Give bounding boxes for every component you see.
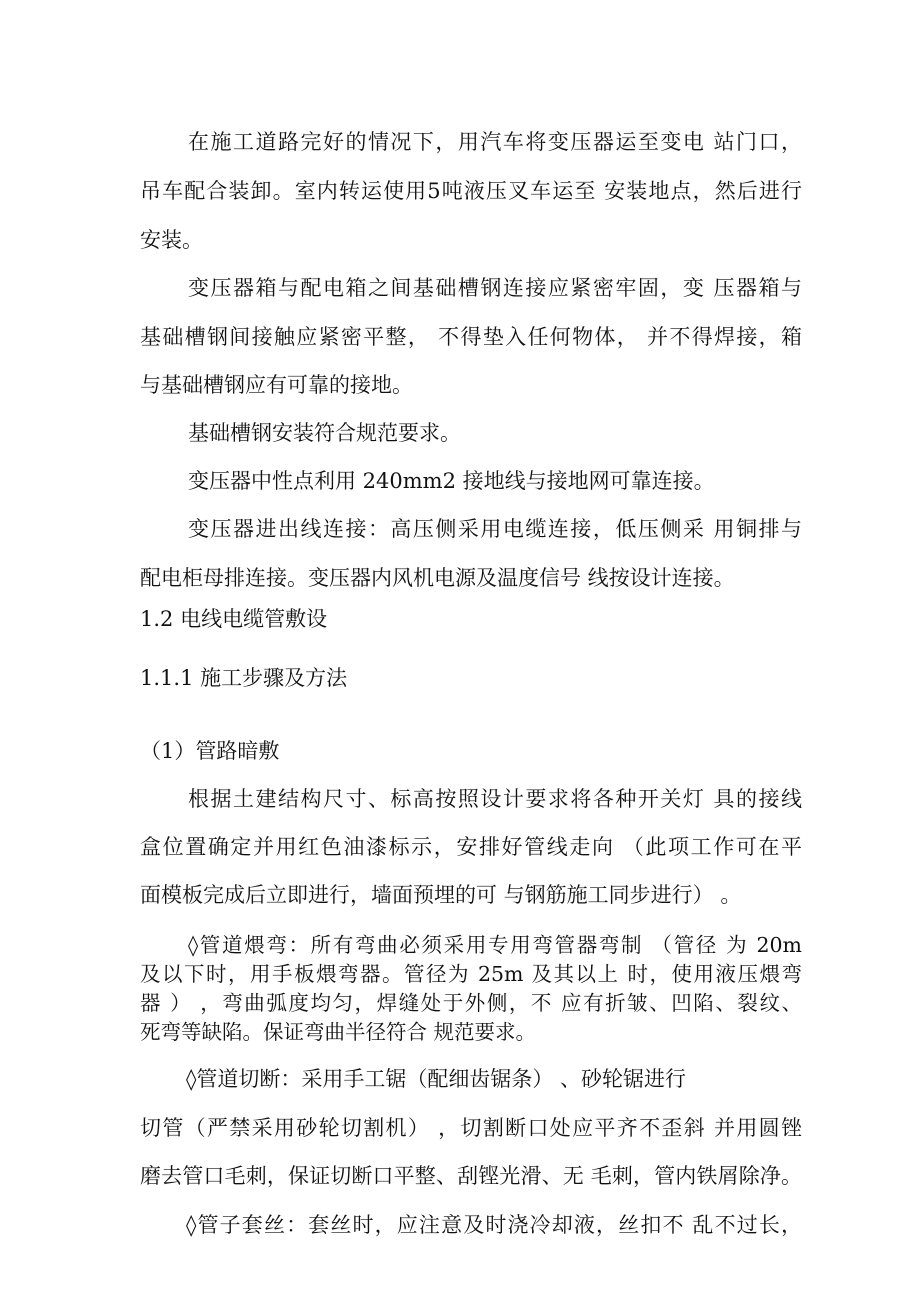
paragraph-line: 死弯等缺陷。保证弯曲半径符合 规范要求。 — [140, 1020, 537, 1044]
paragraph-line: ◊管道切断：采用手工锯（配细齿锯条） 、砂轮锯进行 — [186, 1067, 687, 1091]
paragraph-line: 切管（严禁采用砂轮切割机） ，切割断口处应平齐不歪斜 并用圆锉 — [140, 1116, 802, 1140]
paragraph-line: 在施工道路完好的情况下，用汽车将变压器运至变电 站门口， — [188, 130, 802, 154]
paragraph-line: 安装。 — [140, 228, 203, 252]
paragraph-line: 基础槽钢安装符合规范要求。 — [188, 421, 461, 445]
paragraph-line: 根据土建结构尺寸、标高按照设计要求将各种开关灯 具的接线 — [188, 787, 802, 811]
paragraph-line: 面模板完成后立即进行，墙面预埋的可 与钢筋施工同步进行） 。 — [140, 883, 742, 907]
paragraph-line: ◊管道煨弯：所有弯曲必须采用专用弯管器弯制 （管径 为 20m — [188, 933, 802, 957]
paragraph-line: 与基础槽钢应有可靠的接地。 — [140, 373, 413, 397]
paragraph-line: 及以下时，用手板煨弯器。管径为 25m 及其以上 时，使用液压煨弯 — [140, 962, 802, 986]
paragraph-line: 基础槽钢间接触应紧密平整， 不得垫入任何物体， 并不得焊接，箱 — [140, 325, 802, 349]
section-heading: 1.2 电线电缆管敷设 — [140, 607, 328, 631]
paragraph-line: 配电柜母排连接。变压器内风机电源及温度信号 线按设计连接。 — [140, 566, 735, 590]
paragraph-line: 变压器箱与配电箱之间基础槽钢连接应紧密牢固，变 压器箱与 — [188, 276, 802, 300]
paragraph-line: 吊车配合装卸。室内转运使用5吨液压叉车运至 安装地点，然后进行 — [140, 179, 802, 203]
subsection-heading: 1.1.1 施工步骤及方法 — [140, 666, 348, 690]
paragraph-line: 变压器进出线连接：高压侧采用电缆连接，低压侧采 用铜排与 — [188, 517, 802, 541]
item-heading: （1）管路暗敷 — [140, 739, 280, 763]
paragraph-line: 磨去管口毛刺，保证切断口平整、刮铿光滑、无 毛刺，管内铁屑除净。 — [140, 1164, 802, 1188]
paragraph-line: 器 ） ，弯曲弧度均匀，焊缝处于外侧，不 应有折皱、凹陷、裂纹、 — [140, 991, 802, 1015]
paragraph-line: 变压器中性点利用 240mm2 接地线与接地网可靠连接。 — [188, 469, 715, 493]
paragraph-line: 盒位置确定并用红色油漆标示，安排好管线走向 （此项工作可在平 — [140, 835, 802, 859]
paragraph-line: ◊管子套丝：套丝时，应注意及时浇冷却液，丝扣不 乱不过长， — [186, 1213, 802, 1237]
